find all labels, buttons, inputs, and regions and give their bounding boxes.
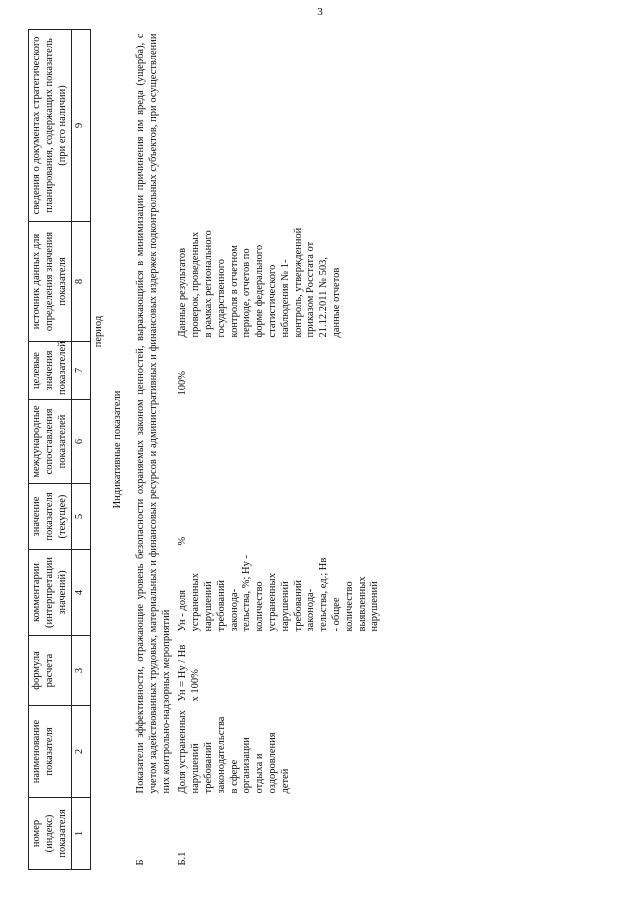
section-title: Индикативные показатели (112, 390, 124, 509)
header-cell: источник данных для определения значения показателя (29, 222, 72, 342)
column-number: 3 (72, 636, 91, 706)
section-b-text: Показатели эффективности, отражающие уровень безопасности охраняемых законом ценностей, выражающийся в минимизации причинения им вреда (ущерба), с учетом задействованных трудовых, материальных и финансовых ресурсов и административных и финансовых издержек подконтрольных субъектов, при осуществлении них контрольно-надзорных мероприятий (134, 33, 172, 794)
column-number: 4 (72, 550, 91, 636)
indicator-name: Доля устраненных нарушений требований законодательства в сфере организации отдыха и оздоровления детей (177, 710, 291, 794)
header-cell: наименование показателя (29, 706, 72, 798)
page-number: 3 (317, 6, 323, 18)
header-cell: международные сопоставления показателей (29, 400, 72, 484)
indicator-current-value: % (177, 536, 189, 546)
column-number: 5 (72, 484, 91, 550)
header-cell: сведения о документах стратегического планирования, содержащих показатель (при его наличии) (29, 30, 72, 222)
period-row (91, 30, 108, 870)
header-cell: комментарии (интерпретации значений) (29, 550, 72, 636)
section-b-row (129, 30, 175, 870)
section-title-row (108, 30, 129, 870)
header-row (29, 30, 72, 870)
header-cell: номер (индекс) показателя (29, 798, 72, 870)
rotated-table-page (28, 25, 613, 870)
indicators-table (28, 29, 384, 870)
indicator-target: 100% (177, 371, 189, 396)
column-number: 8 (72, 222, 91, 342)
period-text: период (93, 315, 105, 348)
indicator-formula: Ун = Ну / Нв х 100% (177, 644, 202, 702)
indicator-international (175, 400, 384, 484)
column-number: 7 (72, 342, 91, 400)
column-number: 1 (72, 798, 91, 870)
indicator-documents (175, 30, 384, 222)
table-row (175, 30, 384, 870)
column-number: 2 (72, 706, 91, 798)
column-number: 6 (72, 400, 91, 484)
section-b-label: Б (134, 859, 146, 866)
column-number-row (72, 30, 91, 870)
header-cell: формула расчета (29, 636, 72, 706)
indicator-index: Б.1 (177, 851, 189, 866)
indicator-comment: Ун - доля устраненных нарушений требований законода-тельства, %; Ну - количество устраненных нарушений требований законода-тельства, ед.; Нв - общее количество выявленных нарушений (177, 555, 381, 632)
indicator-source: Данные результатов проверок, проведенных в рамках регионального государственного контроля в отчетном периоде, отчетов по форме федерального статистического наблюдения № 1-контроль, утвержденной приказом Росстата от 21.12.2011 № 503, данные отчетов (177, 227, 342, 338)
header-cell: целевые значения показателей (29, 342, 72, 400)
column-number: 9 (72, 30, 91, 222)
header-cell: значение показателя (текущее) (29, 484, 72, 550)
